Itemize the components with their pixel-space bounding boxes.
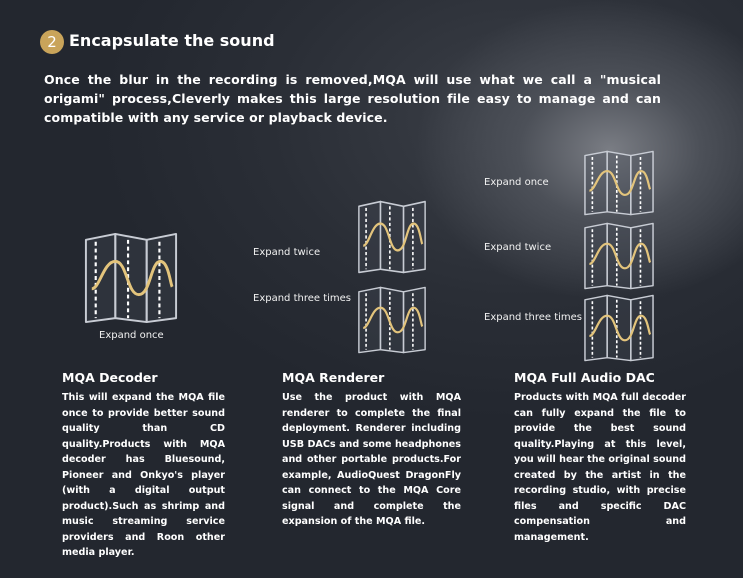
folded-map-icon [582,294,656,362]
decoder-column [62,370,225,561]
dac-expand-three-times-label: Expand three times [484,312,583,323]
folded-map-icon [82,232,180,324]
folded-map-icon [356,286,428,354]
folded-map-icon [356,200,428,274]
renderer-expand-twice-label: Expand twice [253,247,321,258]
decoder-description: This will expand the MQA file once to provide better sound quality than CD quality.Products with MQA decoder has Bluesound, Pioneer and Onkyo's player (with a digital output product).Such as shrimp and music streaming service providers and Roon other media player. [62,392,225,558]
section-number-badge: 2 [40,30,64,54]
decoder-expand-once-label: Expand once [99,330,164,341]
renderer-heading: MQA Renderer [282,370,385,385]
dac-expand-twice-label: Expand twice [484,242,552,253]
folded-map-icon [582,222,656,290]
folded-map-icon [582,150,656,216]
dac-expand-once-label: Expand once [484,177,549,188]
dac-description: Products with MQA full decoder can fully expand the file to provide the best sound quality.Playing at this level, you will hear the original sound created by the artist in the recording studio, with precise files and specific DAC compensation and management. [514,392,686,543]
renderer-column [282,370,461,530]
decoder-heading: MQA Decoder [62,370,158,385]
renderer-expand-three-times-label: Expand three times [253,293,352,304]
dac-column [514,370,686,545]
intro-paragraph: Once the blur in the recording is removed,MQA will use what we call a "musical origami" process,Cleverly makes this large resolution file easy to manage and can compatible with any service or playback device. [44,72,661,125]
renderer-description: Use the product with MQA renderer to complete the final deployment. Renderer including USB DACs and some headphones and other portable products.For example, AudioQuest DragonFly can connect to the MQA Core signal and complete the expansion of the MQA file. [282,392,461,527]
section-title: Encapsulate the sound [69,31,275,50]
dac-heading: MQA Full Audio DAC [514,370,655,385]
